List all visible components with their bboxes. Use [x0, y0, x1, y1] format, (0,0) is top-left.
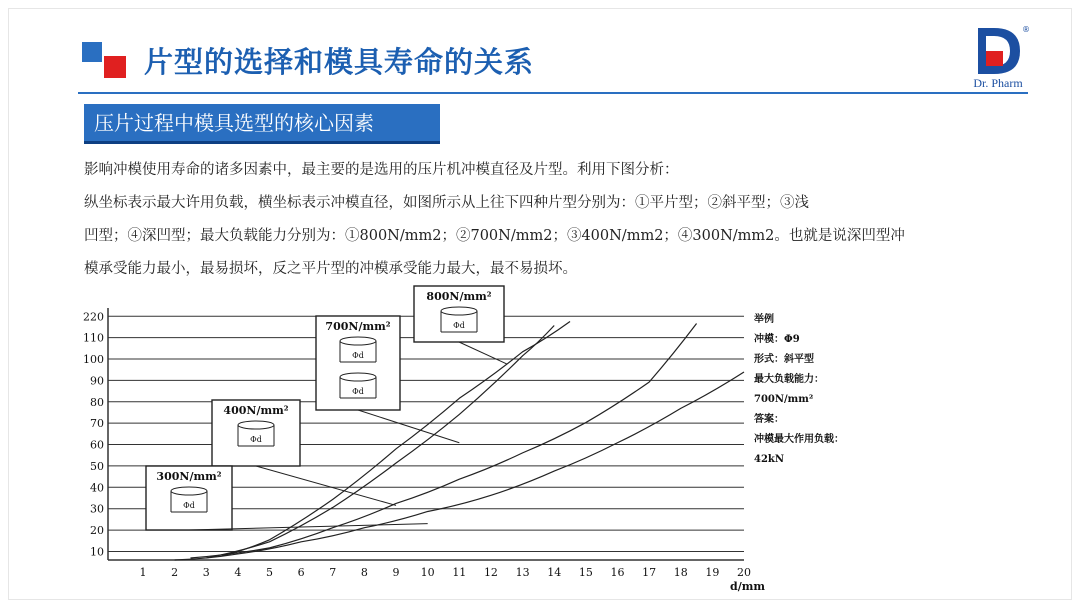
example-text: 冲模：Φ9: [754, 334, 800, 345]
x-tick-label: 15: [578, 566, 593, 579]
y-tick-label: 100: [83, 353, 104, 367]
title-decoration-blue: [82, 42, 102, 62]
y-tick-label: 60: [90, 438, 104, 452]
die-callout: [146, 466, 428, 530]
callout-label: 400N/mm²: [223, 404, 289, 417]
page-title: 片型的选择和模具寿命的关系: [144, 45, 535, 79]
logo-text: Dr. Pharm: [973, 76, 1023, 90]
y-tick-label: 50: [90, 459, 104, 473]
dr-pharm-logo: [964, 24, 1032, 90]
x-tick-label: 5: [266, 566, 274, 579]
y-tick-label: 10: [90, 545, 104, 559]
y-tick-label: 80: [90, 395, 104, 409]
x-tick-label: 6: [297, 566, 305, 579]
y-tick-label: 110: [83, 331, 104, 345]
example-text: 形式：斜平型: [754, 354, 814, 365]
diameter-symbol: Φd: [183, 501, 195, 510]
x-tick-label: 20: [737, 566, 751, 579]
diameter-symbol: Φd: [352, 351, 364, 360]
example-text: 答案：: [754, 414, 784, 425]
callout-label: 700N/mm²: [325, 320, 391, 333]
x-tick-label: 19: [705, 566, 720, 579]
diameter-symbol: Φd: [453, 321, 465, 330]
y-tick-label: 90: [90, 374, 104, 388]
x-tick-label: 13: [515, 566, 530, 579]
x-tick-label: 4: [234, 566, 242, 579]
y-tick-label: 220: [83, 310, 104, 324]
x-tick-label: 9: [392, 566, 400, 579]
x-axis-label: d/mm: [730, 580, 765, 593]
x-tick-label: 18: [673, 566, 688, 579]
leader-line: [459, 342, 507, 364]
example-text: 700N/mm²: [754, 394, 814, 405]
die-callout: [212, 400, 396, 505]
load-diameter-chart: [76, 282, 860, 604]
x-tick-label: 17: [642, 566, 657, 579]
x-tick-label: 16: [610, 566, 625, 579]
example-text: 举例: [754, 314, 774, 325]
example-text: 冲模最大作用负载：: [754, 434, 844, 445]
callout-label: 300N/mm²: [156, 470, 222, 483]
paragraph-line: 影响冲模使用寿命的诸多因素中，最主要的是选用的压片机冲模直径及片型。利用下图分析：: [84, 162, 679, 178]
x-tick-label: 12: [483, 566, 498, 579]
x-tick-label: 10: [420, 566, 435, 579]
x-tick-label: 3: [202, 566, 210, 579]
diameter-symbol: Φd: [250, 435, 262, 444]
x-tick-label: 11: [452, 566, 467, 579]
callout-label: 800N/mm²: [426, 290, 492, 303]
logo-d-icon: [964, 24, 1032, 78]
die-callout: [414, 286, 507, 364]
paragraph-line: 纵坐标表示最大许用负载，横坐标表示冲模直径，如图所示从上往下四种片型分别为：①平片型；②斜平型；③浅: [84, 195, 809, 211]
title-divider: [78, 92, 1028, 94]
y-tick-label: 30: [90, 502, 104, 516]
x-tick-label: 8: [360, 566, 368, 579]
x-tick-label: 1: [139, 566, 147, 579]
registered-mark: ®: [1022, 25, 1030, 34]
y-tick-label: 40: [90, 481, 104, 495]
y-tick-label: 70: [90, 417, 104, 431]
section-header: [84, 104, 440, 144]
section-label: 压片过程中模具选型的核心因素: [94, 111, 374, 135]
x-tick-label: 14: [547, 566, 562, 579]
title-decoration-red: [104, 56, 126, 78]
x-tick-label: 7: [329, 566, 337, 579]
example-text: 最大负载能力：: [754, 374, 824, 385]
x-tick-label: 2: [171, 566, 179, 579]
example-text: 42kN: [754, 454, 784, 465]
leader-line: [256, 466, 396, 505]
paragraph-line: 模承受能力最小，最易损坏，反之平片型的冲模承受能力最大，最不易损坏。: [84, 261, 577, 277]
diameter-symbol: Φd: [352, 387, 364, 396]
y-tick-label: 20: [90, 524, 104, 538]
paragraph-line: 凹型；④深凹型；最大负载能力分别为：①800N/mm2；②700N/mm2；③400N/mm2；④300N/mm2。也就是说深凹型冲: [84, 228, 905, 244]
